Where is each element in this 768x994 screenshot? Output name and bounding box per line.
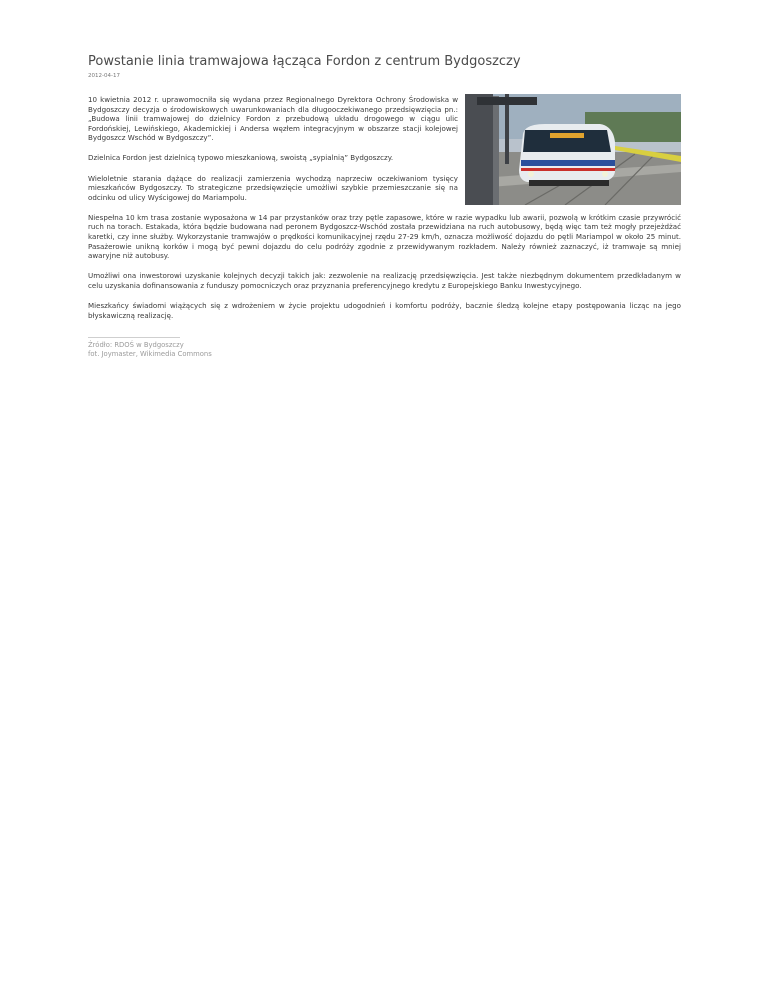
paragraph: Dzielnica Fordon jest dzielnicą typowo mieszkaniową, swoistą „sypialnią” Bydgoszczy.	[88, 153, 394, 163]
divider	[88, 337, 180, 338]
paragraph: 10 kwietnia 2012 r. uprawomocniła się wydana przez Regionalnego Dyrektora Ochrony Środowiska w Bydgoszczy decyzja o środowiskowych uwarunkowaniach dla długooczekiwanego przedsięwzięcia pn.: „Budowa linii tramwajowej do dzielnicy Fordon z przebudową układu drogowego w ciągu ulic Fordońskiej, Lewińskiego, Akademickiej i Andersa węzłem integracyjnym w obszarze stacji kolejowej Bydgoszcz Wschód w Bydgoszczy”.	[88, 95, 458, 143]
paragraph: Mieszkańcy świadomi wiążących się z wdrożeniem w życie projektu udogodnień i komfortu podróży, bacznie śledzą kolejne etapy postępowania licząc na jego błyskawiczną realizację.	[88, 301, 681, 320]
article-date: 2012-04-17	[88, 73, 120, 79]
article-title: Powstanie linia tramwajowa łącząca Fordon z centrum Bydgoszczy	[88, 54, 521, 69]
photo-credit: fot. Joymaster, Wikimedia Commons	[88, 350, 212, 358]
article-body	[88, 95, 681, 331]
source-line: Źródło: RDOŚ w Bydgoszczy	[88, 341, 184, 349]
paragraph: Umożliwi ona inwestorowi uzyskanie kolejnych decyzji takich jak: zezwolenie na realizację przedsięwzięcia. Jest także niezbędnym dokumentem przedkładanym w celu uzyskania dofinansowania z funduszy pomocniczych oraz przyznania preferencyjnego kredytu z Europejskiego Banku Inwestycyjnego.	[88, 271, 681, 290]
paragraph: Niespełna 10 km trasa zostanie wyposażona w 14 par przystanków oraz trzy pętle zapasowe, które w razie wypadku lub awarii, pozwolą w krótkim czasie przywrócić ruch na torach. Estakada, która będzie budowana nad peronem Bydgoszcz-Wschód została przewidziana na ruch autobusowy, będą więc tam też mogły przejeżdżać karetki, czy inne służby. Wykorzystanie tramwajów o prędkości komunikacyjnej rzędu 27-29 km/h, oznacza możliwość dojazdu do pętli Mariampol w około 25 minut. Pasażerowie unikną korków i mogą być pewni dojazdu do celu podróży zgodnie z przewidywanym rozkładem. Należy również zaznaczyć, iż tramwaje są mniej awaryjne niż autobusy.	[88, 212, 681, 261]
paragraph: Wieloletnie starania dążące do realizacji zamierzenia wychodzą naprzeciw oczekiwaniom tysięcy mieszkańców Bydgoszczy. To strategiczne przedsięwzięcie umożliwi szybkie przemieszczanie się na odcinku od ulicy Wyścigowej do Mariampolu.	[88, 173, 458, 202]
